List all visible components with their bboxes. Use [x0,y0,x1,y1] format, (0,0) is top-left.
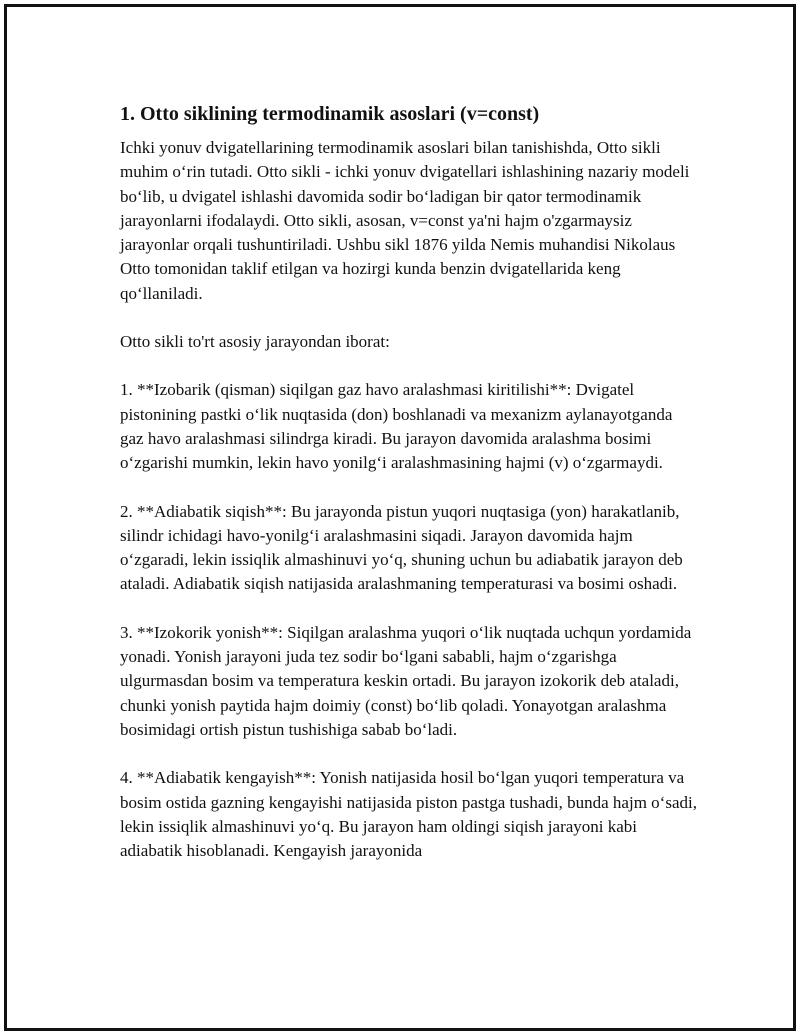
document-body [120,100,700,887]
stage-3-paragraph: 3. **Izokorik yonish**: Siqilgan aralashma yuqori o‘lik nuqtada uchqun yordamida yonadi. Yonish jarayoni juda tez sodir bo‘lgani sababli, hajm o‘zgarishga ulgurmasdan bosim va temperatura keskin ortadi. Bu jarayon izokorik deb ataladi, chunki yonish paytida hajm doimiy (const) bo‘lib qoladi. Yonayotgan aralashma bosimidagi ortish pistun tushishiga sabab bo‘ladi. [120,622,692,739]
stages-intro-paragraph: Otto sikli to'rt asosiy jarayondan iborat: [120,332,390,352]
stage-2-paragraph: 2. **Adiabatik siqish**: Bu jarayonda pistun yuqori nuqtasiga (yon) harakatlanib, silindr ichidagi havo-yonilg‘i aralashmasini siqadi. Jarayon davomida hajm o‘zgaradi, lekin issiqlik almashinuvi yo‘q, shuning uchun bu adiabatik jarayon deb ataladi. Adiabatik siqish natijasida aralashmaning temperaturasi va bosimi oshadi. [120,501,683,594]
stage-1-paragraph: 1. **Izobarik (qisman) siqilgan gaz havo aralashmasi kiritilishi**: Dvigatel pistonining pastki o‘lik nuqtasida (don) boshlanadi va mexanizm aylanayotganda gaz havo aralashmasi silindrga kiradi. Bu jarayon davomida aralashma bosimi o‘zgarishi mumkin, lekin havo yonilg‘i aralashmasining hajmi (v) o‘zgarmaydi. [120,380,673,473]
intro-paragraph: Ichki yonuv dvigatellarining termodinamik asoslari bilan tanishishda, Otto sikli muhim o‘rin tutadi. Otto sikli - ichki yonuv dvigatellari ishlashining nazariy modeli bo‘lib, u dvigatel ishlashi davomida sodir bo‘ladigan bir qator termodinamik jarayonlarni ifodalaydi. Otto sikli, asosan, v=const ya'ni hajm o'zgarmaysiz jarayonlar orqali tushuntiriladi. Ushbu sikl 1876 yilda Nemis muhandisi Nikolaus Otto tomonidan taklif etilgan va hozirgi kunda benzin dvigatellarida keng qo‘llaniladi. [120,138,690,303]
document-page [4,4,796,1031]
document-title: 1. Otto siklining termodinamik asoslari (v=const) [120,103,540,125]
stage-4-paragraph: 4. **Adiabatik kengayish**: Yonish natijasida hosil bo‘lgan yuqori temperatura va bosim ostida gazning kengayishi natijasida piston pastga tushadi, bunda hajm o‘sadi, lekin issiqlik almashinuvi yo‘q. Bu jarayon ham oldingi siqish jarayoni kabi adiabatik hisoblanadi. Kengayish jarayonida [120,768,697,861]
